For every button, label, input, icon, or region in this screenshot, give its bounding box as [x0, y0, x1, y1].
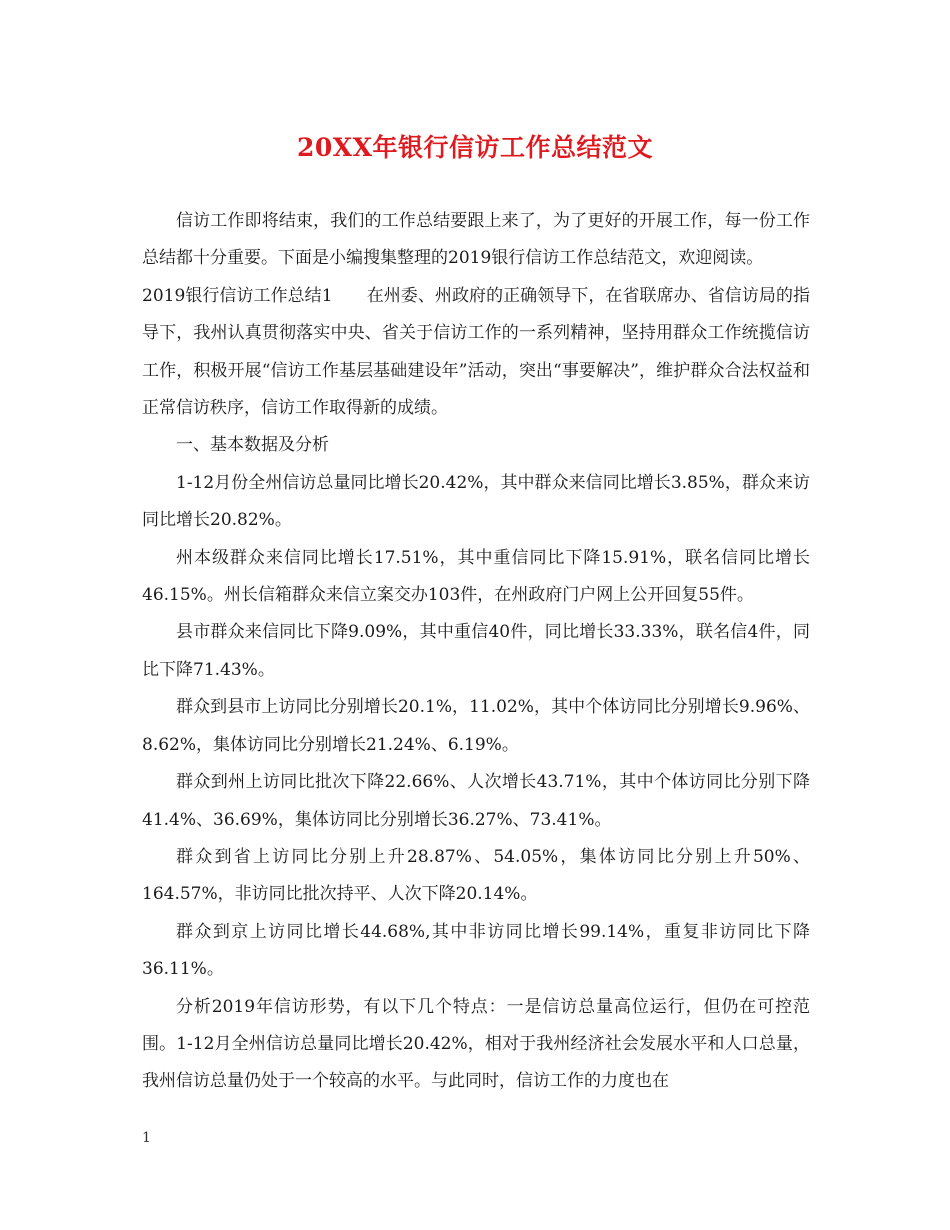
data-paragraph-prefecture: 州本级群众来信同比增长17.51%，其中重信同比下降15.91%，联名信同比增长46.15%。州长信箱群众来信立案交办103件，在州政府门户网上公开回复55件。: [142, 547, 810, 606]
data-paragraph-beijing-visits: 群众到京上访同比增长44.68%,其中非访同比增长99.14%，重复非访同比下降36.11%。: [142, 921, 810, 980]
data-paragraph-county-letters: 县市群众来信同比下降9.09%，其中重信40件，同比增长33.33%，联名信4件，同比下降71.43%。: [142, 622, 810, 680]
summary-paragraph: 2019银行信访工作总结1 在州委、州政府的正确领导下，在省联席办、省信访局的指导下，我州认真贯彻落实中央、省关于信访工作的一系列精神，坚持用群众工作统揽信访工作，积极开展“信访工作基层基础建设年”活动，突出“事要解决”，维护群众合法权益和正常信访秩序，信访工作取得新的成绩。: [142, 285, 810, 419]
analysis-paragraph: 分析2019年信访形势，有以下几个特点：一是信访总量高位运行，但仍在可控范围。1-12月全州信访总量同比增长20.42%，相对于我州经济社会发展水平和人口总量，我州信访总量仍处于一个较高的水平。与此同时，信访工作的力度也在: [142, 996, 810, 1092]
data-paragraph-county-visits: 群众到县市上访同比分别增长20.1%，11.02%，其中个体访同比分别增长9.96%、8.62%，集体访同比分别增长21.24%、6.19%。: [142, 697, 810, 755]
data-paragraph-prefecture-visits: 群众到州上访同比批次下降22.66%、人次增长43.71%，其中个体访同比分别下降41.4%、36.69%，集体访同比分别增长36.27%、73.41%。: [142, 772, 810, 830]
data-paragraph-province-visits: 群众到省上访同比分别上升28.87%、54.05%，集体访同比分别上升50%、164.57%，非访同比批次持平、人次下降20.14%。: [142, 846, 810, 905]
page-number: 1: [142, 1130, 151, 1146]
intro-paragraph: 信访工作即将结束，我们的工作总结要跟上来了，为了更好的开展工作，每一份工作总结都十分重要。下面是小编搜集整理的2019银行信访工作总结范文，欢迎阅读。: [142, 211, 810, 269]
document-body: [142, 203, 810, 1101]
data-paragraph-total: 1-12月份全州信访总量同比增长20.42%，其中群众来信同比增长3.85%，群众来访同比增长20.82%。: [142, 472, 810, 531]
document-title: 20XX年银行信访工作总结范文: [296, 133, 654, 162]
section-heading: 一、基本数据及分析: [176, 435, 329, 456]
